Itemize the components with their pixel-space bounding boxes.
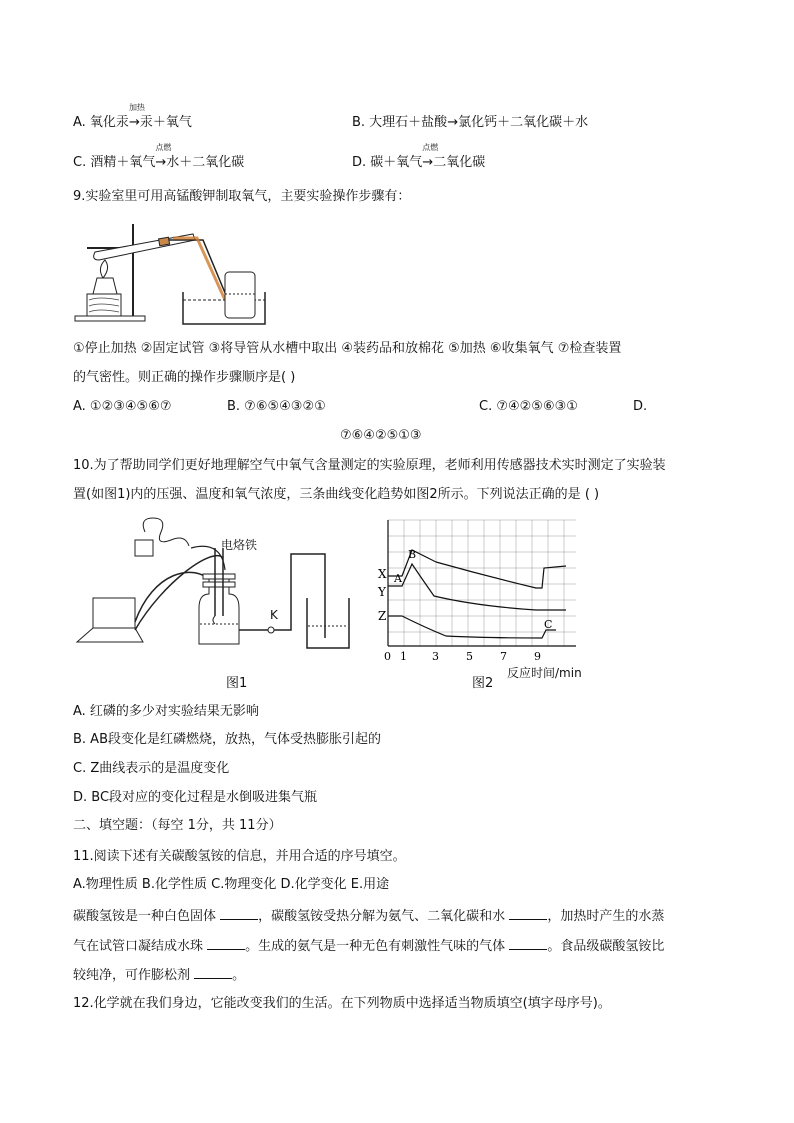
q8-c-post: 水＋二氧化碳 [166,155,245,170]
q8-c-pre: C. 酒精＋氧气 [73,155,156,170]
q11-options: A.物理性质 B.化学性质 C.物理变化 D.化学变化 E.用途 [73,877,390,892]
alcohol-lamp [93,278,117,294]
tick-3: 3 [432,650,439,663]
q9-stem: 9.实验室里可用高锰酸钾制取氧气，主要实验操作步骤有： [73,189,411,204]
q8-a-post: 汞＋氧气 [139,115,192,130]
flame [100,260,107,278]
q11-stem: 11.阅读下述有关碳酸氢铵的信息，并用合适的序号填空。 [73,849,406,864]
arrow-glyph: → [447,115,459,130]
q9-option-b: B. ⑦⑥⑤④③②① [227,399,326,414]
label-y: Y [378,585,386,599]
q12-stem: 12.化学就在我们身边，它能改变我们的生活。在下列物质中选择适当物质填空(填字母序号)。 [73,996,611,1011]
gas-collecting-bottle [199,578,239,644]
arrow-glyph: → [155,155,167,170]
q11-text: ，加热时产生的水蒸 [547,909,665,924]
stopper-bar [203,574,235,579]
q8-option-b [352,114,588,132]
tick-5: 5 [466,650,473,663]
q11-paragraph-line3 [73,966,245,985]
laptop-screen [93,598,135,628]
tick-0: 0 [384,650,391,663]
blank-3[interactable] [207,937,245,950]
connecting-tube [239,554,325,638]
curve-y [388,564,566,610]
q11-text: ，碳酸氢铵受热分解为氨气、二氧化碳和水 [258,909,506,924]
q10-option-c: C. Z曲线表示的是温度变化 [73,761,230,776]
point-a: A [394,572,402,585]
blank-1[interactable] [220,907,258,920]
laptop-keyboard [77,628,143,642]
q8-a-condition: 加热 [128,103,145,112]
q10-option-a: A. 红磷的多少对实验结果无影响 [73,704,259,719]
q10-figure1-apparatus [73,512,363,672]
q10-option-d: D. BC段对应的变化过程是水倒吸进集气瓶 [73,790,318,805]
tick-9: 9 [534,650,541,663]
arrow-glyph: → [422,155,434,170]
q11-paragraph-line1 [73,907,664,926]
q9-option-d-content: ⑦⑥④②⑤①③ [340,428,422,443]
fig1-label-soldering-iron: 电烙铁 [221,538,258,552]
rubber-stopper [159,237,170,246]
q8-d-arrow [422,143,439,172]
q8-d-post: 二氧化碳 [433,155,486,170]
q9-steps-line1: ①停止加热 ②固定试管 ③将导管从水槽中取出 ④装药品和放棉花 ⑤加热 ⑥收集氧气 ⑦检查装置 [73,341,622,356]
fig1-caption: 图1 [226,676,248,691]
q8-a-arrow [128,103,145,132]
q8-option-a [73,103,192,132]
q8-c-condition: 点燃 [155,143,172,152]
blank-2[interactable] [509,907,547,920]
q10-figure2-graph [376,516,596,666]
fig1-label-k: K [270,608,278,622]
fig2-caption: 图2 [472,676,494,691]
q11-text: 。食品级碳酸氢铵比 [547,939,665,954]
q10-stem-line1: 10.为了帮助同学们更好地理解空气中氧气含量测定的实验原理，老师利用传感器技术实时测定了实验装 [73,458,666,473]
q10-stem-line2: 置(如图1)内的压强、温度和氧气浓度，三条曲线变化趋势如图2所示。下列说法正确的是 ( ) [73,487,600,502]
q11-text: 碳酸氢铵是一种白色固体 [73,909,217,924]
arrow-glyph: → [128,115,140,130]
q8-c-arrow [155,143,172,172]
tick-7: 7 [500,650,507,663]
q11-text: 。生成的氨气是一种无色有刺激性气味的气体 [245,939,506,954]
q8-option-d [352,143,486,172]
clamp-k [268,627,274,633]
q8-d-pre: D. 碳＋氧气 [352,155,423,170]
q10-option-b: B. AB段变化是红磷燃烧，放热，气体受热膨胀引起的 [73,732,381,747]
q9-steps-line2: 的气密性。则正确的操作步骤顺序是( ) [73,370,296,385]
label-z: Z [378,609,387,623]
blank-5[interactable] [194,966,232,979]
q8-a-pre: A. 氧化汞 [73,115,129,130]
collecting-bottle [225,272,255,318]
q11-text: 。 [232,968,246,983]
q11-paragraph-line2 [73,937,664,956]
q8-d-condition: 点燃 [422,143,439,152]
section-2-heading: 二、填空题：（每空 1分，共 11分） [73,818,282,833]
fig2-x-axis-label: 反应时间/min [507,666,582,680]
beaker [307,598,349,648]
q9-option-c: C. ⑦④②⑤⑥③① [479,399,578,414]
curve-z [388,616,556,638]
point-b: B [408,548,417,561]
label-x: X [378,567,387,581]
point-c: C [544,618,553,631]
q11-text: 气在试管口凝结成水珠 [73,939,204,954]
q9-option-a: A. ①②③④⑤⑥⑦ [73,399,172,414]
q11-text: 较纯净，可作膨松剂 [73,968,191,983]
rubber-tube [173,238,225,300]
q8-b-pre: B. 大理石＋盐酸 [352,115,448,130]
q8-option-c [73,143,245,172]
tick-1: 1 [400,650,407,663]
q8-b-post: 氯化钙＋二氧化碳＋水 [458,115,589,130]
blank-4[interactable] [509,937,547,950]
q9-apparatus-figure [73,216,273,328]
q9-option-d: D. [633,399,648,414]
power-socket [135,540,153,556]
stand-base [75,316,145,321]
